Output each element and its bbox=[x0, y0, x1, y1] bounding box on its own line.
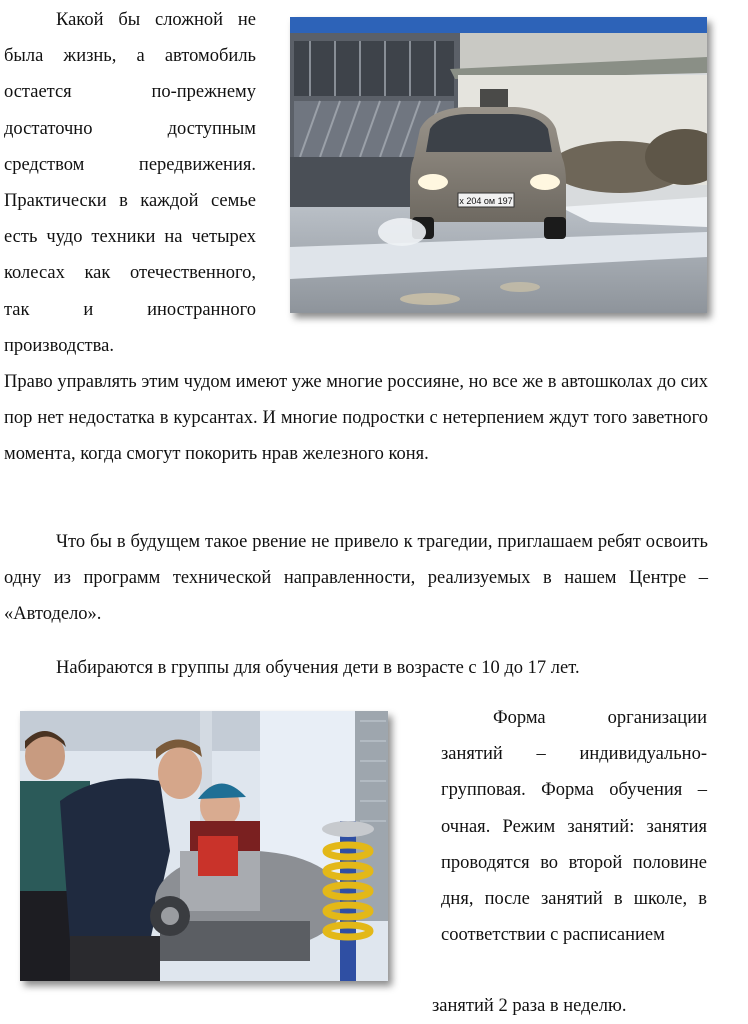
intro-line: иностранного производства. bbox=[4, 299, 256, 356]
intro-line: остается по-прежнему bbox=[4, 82, 256, 103]
intro-line: Практически в каждой bbox=[4, 191, 199, 212]
classroom-photo-illustration bbox=[20, 711, 388, 981]
schedule-paragraph: Форма организации занятий – индивидуально-групповая. Форма обучения – очная. Режим занятий: занятия проводятся во второй половине дня, после занятий в школе, в соответствии с расписанием bbox=[441, 708, 707, 946]
intro-line: семье есть чудо техники на bbox=[4, 191, 256, 248]
intro-line: Какой бы сложной не bbox=[56, 10, 256, 30]
license-plate-text: х 204 ом 197 bbox=[459, 196, 513, 206]
intro-line: была жизнь, а автомобиль bbox=[4, 46, 256, 67]
car-photo-illustration bbox=[290, 17, 707, 313]
intro-line: средством передвижения. bbox=[4, 154, 256, 175]
intro-line: отечественного, так и bbox=[4, 263, 256, 320]
age-paragraph: Набираются в группы для обучения дети в возрасте с 10 до 17 лет. bbox=[56, 658, 580, 678]
intro-line: четырех колесах как bbox=[4, 227, 256, 284]
intro-paragraph bbox=[4, 2, 256, 364]
intro-paragraph-continuation: Право управлять этим чудом имеют уже многие россияне, но все же в автошколах до сих пор нет недостатка в курсантах. И многие подростки с нетерпением ждут того заветного момента, когда смогут покорить нрав железного коня. bbox=[4, 372, 708, 465]
intro-line: достаточно доступным bbox=[4, 118, 256, 139]
invitation-paragraph: Что бы в будущем такое рвение не привело к трагедии, приглашаем ребят освоить одну из программ технической направленности, реализуемых в нашем Центре – «Автодело». bbox=[4, 532, 708, 625]
classroom-photo bbox=[20, 711, 388, 981]
schedule-paragraph-last-line: занятий 2 раза в неделю. bbox=[432, 996, 627, 1016]
car-photo bbox=[290, 17, 707, 313]
